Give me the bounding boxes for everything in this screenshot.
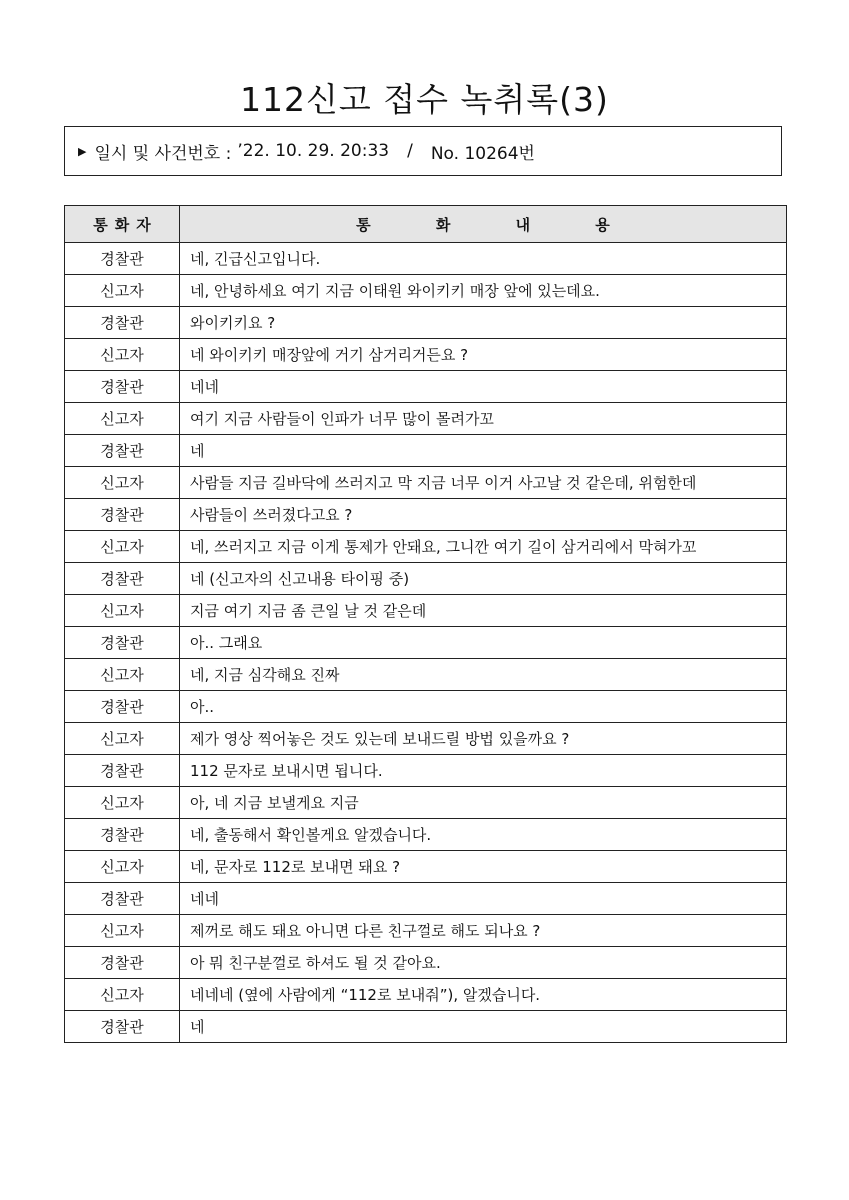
row-speaker: 경찰관: [65, 307, 180, 339]
row-speaker: 경찰관: [65, 947, 180, 979]
table-row: [65, 339, 787, 371]
row-speaker: 경찰관: [65, 691, 180, 723]
table-row: [65, 1011, 787, 1043]
header-content: 통 화 내 용: [180, 206, 787, 243]
table-row: [65, 595, 787, 627]
row-content: 지금 여기 지금 좀 큰일 날 것 같은데: [180, 595, 787, 627]
row-content: 112 문자로 보내시면 됩니다.: [180, 755, 787, 787]
row-content: 사람들이 쓰러졌다고요 ?: [180, 499, 787, 531]
table-row: [65, 659, 787, 691]
table-row: [65, 403, 787, 435]
table-row: [65, 755, 787, 787]
row-content: 네네네 (옆에 사람에게 “112로 보내줘”), 알겠습니다.: [180, 979, 787, 1011]
row-speaker: 신고자: [65, 467, 180, 499]
transcript-header-row: [65, 206, 787, 243]
table-row: [65, 307, 787, 339]
row-content: 네 와이키키 매장앞에 거기 삼거리거든요 ?: [180, 339, 787, 371]
row-content: 여기 지금 사람들이 인파가 너무 많이 몰려가꼬: [180, 403, 787, 435]
table-row: [65, 499, 787, 531]
row-content: 제가 영상 찍어놓은 것도 있는데 보내드릴 방법 있을까요 ?: [180, 723, 787, 755]
row-speaker: 신고자: [65, 915, 180, 947]
row-content: 아, 네 지금 보낼게요 지금: [180, 787, 787, 819]
table-row: [65, 371, 787, 403]
row-speaker: 신고자: [65, 659, 180, 691]
row-content: 네, 지금 심각해요 진짜: [180, 659, 787, 691]
row-content: 네, 안녕하세요 여기 지금 이태원 와이키키 매장 앞에 있는데요.: [180, 275, 787, 307]
row-speaker: 경찰관: [65, 435, 180, 467]
transcript-body: [65, 243, 787, 1043]
row-speaker: 신고자: [65, 595, 180, 627]
row-speaker: 신고자: [65, 275, 180, 307]
row-speaker: 신고자: [65, 403, 180, 435]
row-speaker: 경찰관: [65, 499, 180, 531]
case-info-box: [64, 126, 782, 176]
table-row: [65, 787, 787, 819]
row-content: 네네: [180, 371, 787, 403]
row-speaker: 경찰관: [65, 627, 180, 659]
header-speaker: 통화자: [65, 206, 180, 243]
table-row: [65, 979, 787, 1011]
transcript-table: [64, 205, 787, 1043]
case-info-label: 일시 및 사건번호 :: [94, 143, 232, 164]
row-content: 네: [180, 435, 787, 467]
row-speaker: 신고자: [65, 339, 180, 371]
table-row: [65, 819, 787, 851]
table-row: [65, 627, 787, 659]
row-speaker: 경찰관: [65, 819, 180, 851]
table-row: [65, 851, 787, 883]
table-row: [65, 531, 787, 563]
table-row: [65, 947, 787, 979]
row-content: 네 (신고자의 신고내용 타이핑 중): [180, 563, 787, 595]
row-speaker: 경찰관: [65, 883, 180, 915]
row-content: 아.. 그래요: [180, 627, 787, 659]
row-speaker: 신고자: [65, 851, 180, 883]
row-content: 네: [180, 1011, 787, 1043]
table-row: [65, 435, 787, 467]
row-speaker: 경찰관: [65, 755, 180, 787]
row-content: 아..: [180, 691, 787, 723]
case-datetime: ’22. 10. 29. 20:33: [237, 141, 390, 161]
table-row: [65, 691, 787, 723]
row-content: 네네: [180, 883, 787, 915]
row-speaker: 경찰관: [65, 1011, 180, 1043]
row-content: 네, 문자로 112로 보내면 돼요 ?: [180, 851, 787, 883]
row-speaker: 경찰관: [65, 563, 180, 595]
bullet-triangle-icon: ▶: [78, 144, 87, 158]
table-row: [65, 723, 787, 755]
table-row: [65, 467, 787, 499]
case-number: No. 10264번: [430, 143, 535, 164]
page-title: 112신고 접수 녹취록(3): [240, 80, 609, 119]
table-row: [65, 883, 787, 915]
row-content: 네, 긴급신고입니다.: [180, 243, 787, 275]
row-content: 사람들 지금 길바닥에 쓰러지고 막 지금 너무 이거 사고날 것 같은데, 위험한데: [180, 467, 787, 499]
row-content: 네, 출동해서 확인볼게요 알겠습니다.: [180, 819, 787, 851]
row-speaker: 경찰관: [65, 371, 180, 403]
row-speaker: 신고자: [65, 723, 180, 755]
table-row: [65, 243, 787, 275]
row-speaker: 신고자: [65, 531, 180, 563]
table-row: [65, 275, 787, 307]
row-content: 와이키키요 ?: [180, 307, 787, 339]
row-content: 네, 쓰러지고 지금 이게 통제가 안돼요, 그니깐 여기 길이 삼거리에서 막혀가꼬: [180, 531, 787, 563]
row-speaker: 신고자: [65, 979, 180, 1011]
table-row: [65, 915, 787, 947]
row-content: 제꺼로 해도 돼요 아니면 다른 친구껄로 해도 되나요 ?: [180, 915, 787, 947]
table-row: [65, 563, 787, 595]
case-info-separator: /: [407, 141, 413, 161]
row-speaker: 신고자: [65, 787, 180, 819]
row-content: 아 뭐 친구분껄로 하셔도 될 것 같아요.: [180, 947, 787, 979]
row-speaker: 경찰관: [65, 243, 180, 275]
